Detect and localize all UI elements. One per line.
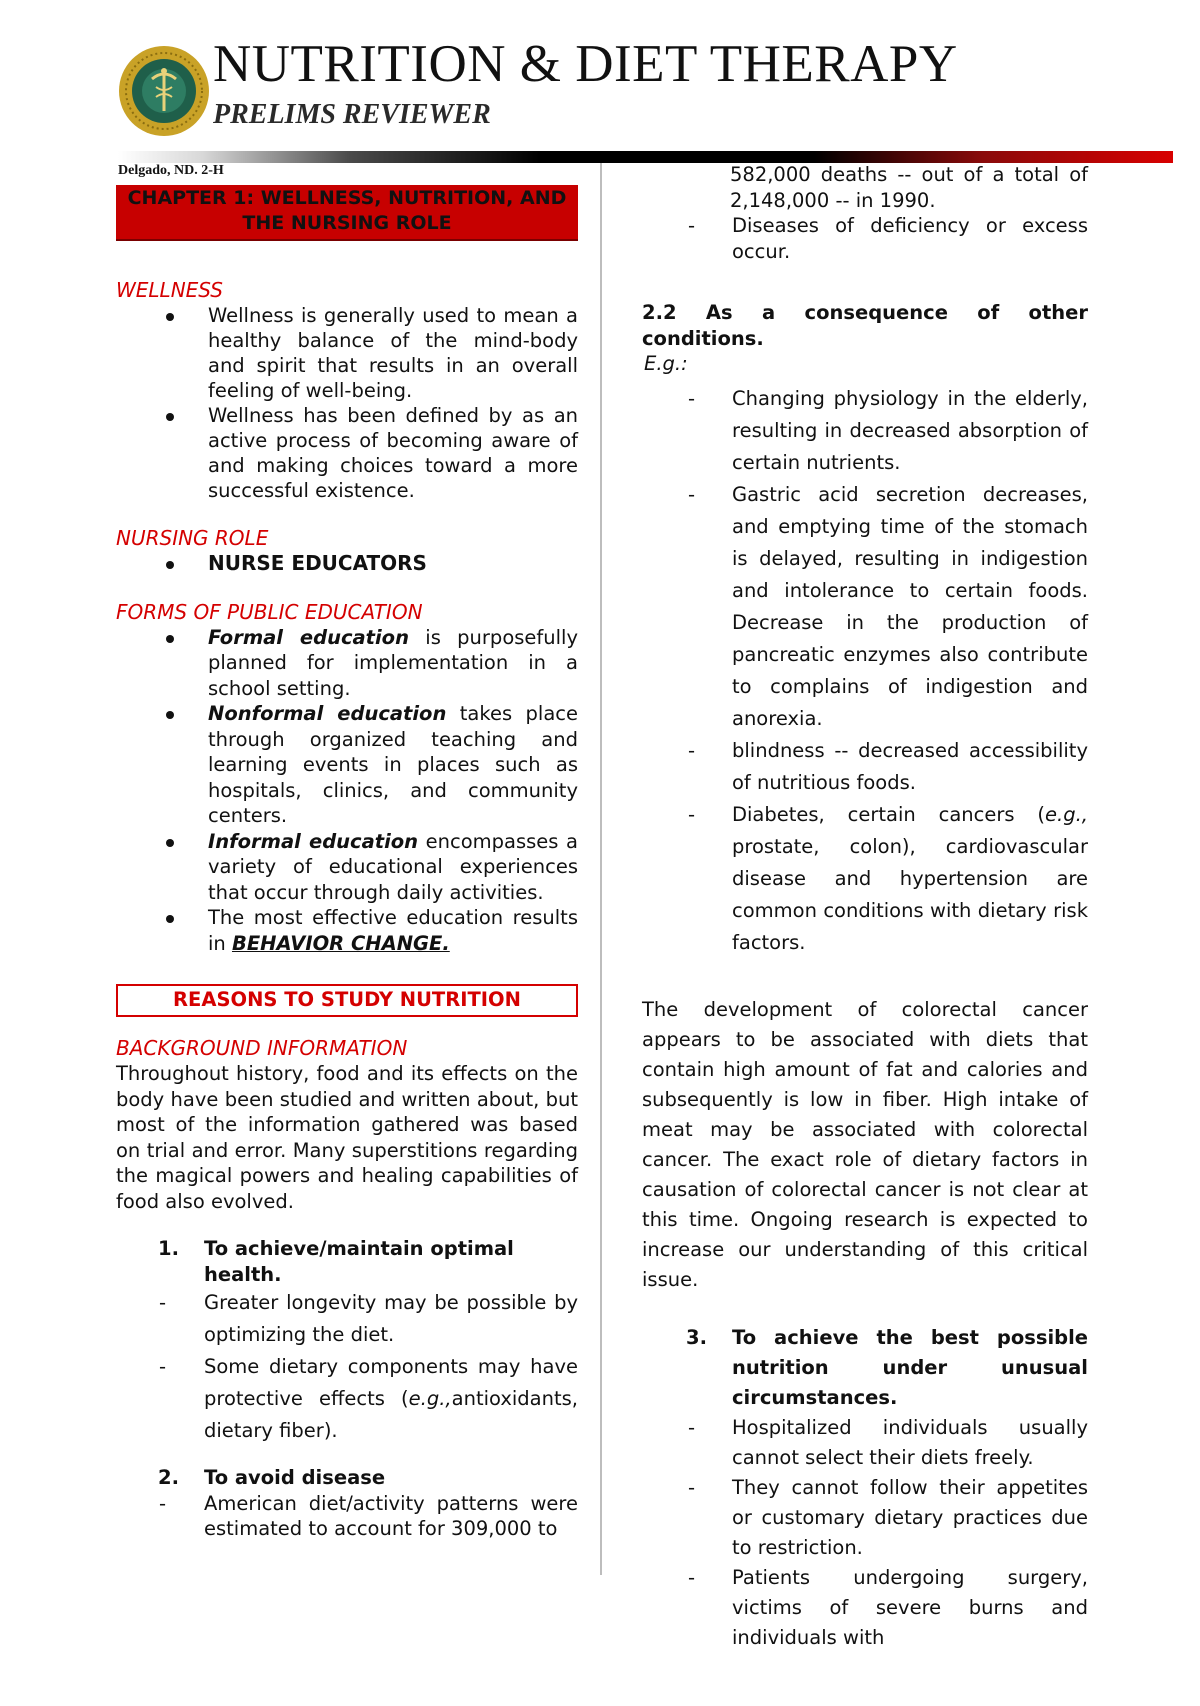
colorectal-paragraph: The development of colorectal cancer appears to be associated with diets that contain high amount of fat and calories and subsequently is low in fiber. High intake of meat may be associated with colorectal cancer. The exact role of dietary factors in causation of colorectal cancer is not clear at this time. Ongoing research is expected to increase our understanding of this critical issue.: [642, 997, 1088, 1291]
eg-label: E.g.:: [644, 352, 688, 375]
term: Informal education: [208, 829, 419, 853]
list-item: Informal education encompasses a variety of educational experiences that occur through daily activities.: [116, 829, 578, 906]
right-column: [642, 162, 1088, 1653]
list-item: Wellness is generally used to mean a healthy balance of the mind-body and spirit that results in an overall feeling of well-being.: [116, 303, 578, 403]
column-divider: [600, 163, 602, 1575]
numbered-heading: 3. To achieve the best possible nutrition under unusual circumstances.: [686, 1325, 1088, 1409]
term: Formal education: [208, 625, 409, 649]
document-title: NUTRITION & DIET THERAPY: [213, 35, 958, 93]
list-item: - blindness -- decreased accessibility of nutritious foods.: [642, 735, 1088, 799]
conditions-list: [642, 383, 1088, 959]
list-item: The most effective education results in BEHAVIOR CHANGE.: [116, 905, 578, 956]
term: Nonformal education: [208, 702, 447, 725]
school-seal-icon: [118, 45, 210, 137]
deficiency-list: [642, 213, 1088, 264]
chapter-title: CHAPTER 1: WELLNESS, NUTRITION, AND THE NURSING ROLE: [116, 185, 578, 241]
list-item: NURSE EDUCATORS: [116, 551, 578, 577]
list-item: Nonformal education takes place through organized teaching and learning events in places such as hospitals, clinics, and community centers.: [116, 701, 578, 829]
subsection-title: 2.2 As a consequence of other conditions.: [642, 301, 1088, 350]
document-subtitle: PRELIMS REVIEWER: [213, 99, 491, 130]
list-item: - Hospitalized individuals usually cannot select their diets freely.: [642, 1413, 1088, 1473]
nursing-role-heading: NURSING ROLE: [116, 526, 269, 550]
item3-list: [642, 1413, 1088, 1653]
item1-list: [116, 1287, 578, 1447]
wellness-list: [116, 303, 578, 503]
author-label: Delgado, ND. 2-H: [118, 163, 224, 178]
forms-heading: FORMS OF PUBLIC EDUCATION: [116, 599, 423, 624]
list-item: - Some dietary components may have protective effects (e.g.,antioxidants, dietary fiber).: [116, 1351, 578, 1447]
forms-list: [116, 625, 578, 957]
reasons-heading: REASONS TO STUDY NUTRITION: [116, 984, 578, 1017]
list-item: Formal education is purposefully planned for implementation in a school setting.: [116, 625, 578, 702]
list-item: - Greater longevity may be possible by optimizing the diet.: [116, 1287, 578, 1351]
list-item: - Diseases of deficiency or excess occur.: [642, 213, 1088, 264]
list-item: Wellness has been defined by as an active process of becoming aware of and making choices toward a more successful existence.: [116, 403, 578, 503]
nursing-role-list: [116, 551, 578, 577]
list-item: - American diet/activity patterns were estimated to account for 309,000 to: [116, 1491, 578, 1542]
background-heading: BACKGROUND INFORMATION: [116, 1036, 408, 1060]
list-item: - Gastric acid secretion decreases, and emptying time of the stomach is delayed, resulting in indigestion and intolerance to certain foods. Decrease in the production of pancreatic enzymes also contribute to complains of indigestion and anorexia.: [642, 479, 1088, 735]
list-item: - Patients undergoing surgery, victims of severe burns and individuals with: [642, 1563, 1088, 1653]
background-paragraph: Throughout history, food and its effects on the body have been studied and written about, but most of the information gathered was based on trial and error. Many superstitions regarding the magical powers and healing capabilities of food also evolved.: [116, 1062, 578, 1213]
wellness-heading: WELLNESS: [116, 278, 223, 302]
numbered-heading: 2. To avoid disease: [158, 1466, 386, 1489]
list-item: - They cannot follow their appetites or customary dietary practices due to restriction.: [642, 1473, 1088, 1563]
emphasis: BEHAVIOR CHANGE.: [231, 931, 450, 955]
list-item: - Diabetes, certain cancers (e.g., prostate, colon), cardiovascular disease and hypertension are common conditions with dietary risk factors.: [642, 799, 1088, 959]
left-column: [116, 185, 578, 1542]
list-item: - Changing physiology in the elderly, resulting in decreased absorption of certain nutrients.: [642, 383, 1088, 479]
continued-paragraph: 582,000 deaths -- out of a total of 2,148,000 -- in 1990.: [730, 163, 1088, 212]
numbered-heading: 1. To achieve/maintain optimal health.: [158, 1237, 514, 1286]
item2-list: [116, 1491, 578, 1542]
